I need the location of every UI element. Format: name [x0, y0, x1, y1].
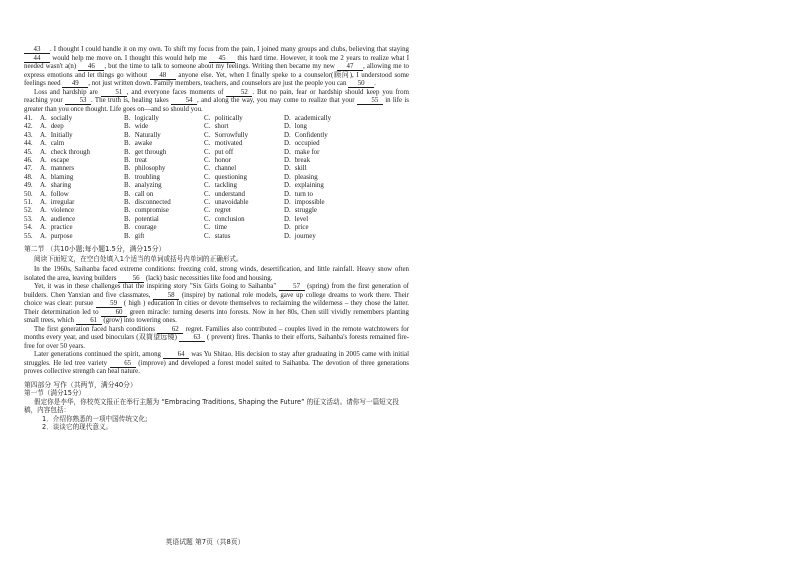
option-text: explaining [294, 182, 324, 190]
option-letter: A. [40, 224, 47, 232]
option-b [124, 207, 204, 215]
passage1-paragraph1 [24, 46, 409, 89]
option-letter: A. [40, 115, 47, 122]
question-number: 55. [24, 232, 33, 240]
blank-52: 52 [226, 89, 252, 97]
text: , allowing me to express emotions and let things go without [24, 63, 409, 79]
text: this hard time. However, it took me 2 years to realize what I needed wasn't a(n) [24, 54, 409, 70]
option-text: call on [134, 190, 154, 198]
text: regret. Families also contributed – couples lived in the remote watchtowers for months every year, and used binoculars (双筒望远镜) [24, 325, 409, 342]
section2-paragraph2 [24, 283, 409, 326]
option-text: escape [50, 157, 70, 165]
option-text: Naturally [134, 131, 161, 139]
option-text: short [214, 123, 229, 131]
option-a [24, 199, 124, 207]
option-text: tackling [214, 182, 237, 190]
option-text: long [294, 123, 307, 131]
text: ( prevent) fires. Thanks to their efforts, Saihanba's forests remained fire-free for over 50 years. [24, 334, 409, 350]
option-letter: D. [284, 131, 291, 139]
text: , and everyone faces moments of [126, 88, 224, 96]
text: The first generation faced harsh conditions [34, 325, 155, 333]
option-letter: D. [284, 232, 291, 240]
option-a [24, 224, 124, 232]
text: Yet, it was in these challenges that the inspiring story "Six Girls Going to Saihanba" [34, 283, 277, 291]
option-letter: A. [40, 165, 47, 173]
question-number: 42. [24, 123, 33, 131]
option-d [284, 182, 374, 190]
option-letter: C. [204, 232, 211, 240]
option-text: impossible [294, 199, 325, 207]
option-d [284, 123, 374, 131]
option-d [284, 140, 374, 148]
option-c [204, 165, 284, 173]
text: (inspire) by national role models, gave up college dreams to work there. Their choice was clear: pursue [24, 291, 409, 308]
option-letter: D. [284, 207, 291, 215]
option-text: understand [214, 190, 245, 198]
option-c [204, 182, 284, 190]
option-d [284, 132, 374, 140]
option-letter: C. [204, 207, 211, 215]
option-letter: A. [40, 190, 47, 198]
option-text: check through [50, 148, 90, 156]
option-text: time [214, 224, 227, 232]
option-a [24, 207, 124, 215]
text: . [374, 80, 376, 87]
option-b [124, 199, 204, 207]
option-text: regret [214, 207, 231, 215]
option-b [124, 216, 204, 224]
text: (spring) from the first generation of builders. Chen Yanxian and five classmates, [24, 283, 409, 299]
blank-43: 43 [24, 46, 50, 54]
question-number: 47. [24, 165, 33, 173]
question-number: 48. [24, 173, 33, 181]
text: , not just written down. Family members, teachers, and counselors are just the people you can [88, 80, 347, 87]
option-b [124, 191, 204, 199]
option-text: compromise [134, 207, 169, 215]
option-letter: D. [284, 190, 291, 198]
section2-paragraph4 [24, 351, 409, 377]
text: anyone else. Yet, when I finally speke to a counselor(顾问), I understood some feelings need [24, 71, 409, 87]
option-text: unavoidable [214, 199, 249, 207]
text: , and along the way, you may come to realize that your [197, 97, 355, 104]
option-text: politically [214, 115, 243, 122]
option-text: status [214, 232, 231, 240]
text: in life is greater than you once thought. Life goes on—and so should you. [24, 97, 409, 113]
option-letter: B. [124, 173, 131, 181]
blank-58: 58 [153, 292, 179, 300]
option-b [124, 123, 204, 131]
option-a [24, 115, 124, 123]
answer-options-grid [24, 115, 409, 241]
option-b [124, 132, 204, 140]
option-text: audience [50, 215, 76, 223]
option-text: potential [134, 215, 159, 223]
option-d [284, 207, 374, 215]
option-d [284, 174, 374, 182]
option-letter: D. [284, 140, 291, 148]
option-text: irregular [50, 199, 75, 207]
option-letter: D. [284, 224, 291, 232]
blank-48: 48 [150, 72, 176, 80]
option-letter: C. [204, 224, 211, 232]
option-a [24, 191, 124, 199]
option-letter: D. [284, 123, 291, 131]
option-letter: B. [124, 182, 131, 190]
option-letter: B. [124, 199, 131, 207]
option-letter: D. [284, 115, 291, 122]
question-number: 51. [24, 199, 33, 207]
blank-60: 60 [101, 309, 127, 317]
blank-62: 62 [157, 326, 183, 334]
option-letter: B. [124, 165, 131, 173]
part4-item-1: 1．介绍你熟悉的一项中国传统文化; [42, 414, 148, 423]
option-b [124, 165, 204, 173]
option-text: price [294, 224, 309, 232]
option-letter: B. [124, 232, 131, 240]
text: would help me move on. I thought this would help me [52, 54, 207, 62]
blank-61: 61 [76, 317, 102, 325]
text: green miracle: turning deserts into forests. Now in her 80s, Chen still vividly remembers planting small trees, which [24, 308, 410, 325]
option-text: treat [134, 157, 147, 165]
option-text: honor [214, 157, 231, 165]
text: (grow) into towering ones. [103, 317, 177, 325]
option-c [204, 174, 284, 182]
option-b [124, 149, 204, 157]
section2-paragraph1 [24, 266, 409, 283]
option-letter: A. [40, 215, 47, 223]
option-c [204, 115, 284, 123]
text: was Yu Shitao. His decision to stay after graduating in 2005 came with initial struggles. He led tree variety [24, 351, 409, 367]
part4-title: 第四部分 写作（共两节，满分40分） [24, 380, 137, 389]
option-text: struggle [294, 207, 317, 215]
option-c [204, 233, 284, 241]
blank-55: 55 [357, 97, 383, 105]
option-c [204, 149, 284, 157]
blank-44: 44 [24, 55, 50, 63]
option-letter: B. [124, 190, 131, 198]
option-letter: B. [124, 115, 131, 122]
option-text: occupied [294, 140, 320, 148]
option-c [204, 224, 284, 232]
question-number: 41. [24, 115, 33, 122]
option-text: awake [134, 140, 153, 148]
option-letter: B. [124, 131, 131, 139]
option-letter: C. [204, 199, 211, 207]
option-letter: C. [204, 215, 211, 223]
question-number: 49. [24, 182, 33, 190]
blank-50: 50 [348, 80, 374, 88]
text: . The truth is, healing takes [91, 97, 169, 104]
option-letter: B. [124, 123, 131, 131]
option-letter: D. [284, 182, 291, 190]
option-letter: C. [204, 157, 211, 165]
option-letter: B. [124, 215, 131, 223]
blank-59: 59 [96, 300, 122, 308]
option-text: academically [294, 115, 332, 122]
option-text: questioning [214, 173, 247, 181]
question-number: 53. [24, 215, 33, 223]
option-d [284, 224, 374, 232]
text: Loss and hardship are [34, 88, 98, 96]
blank-65: 65 [110, 360, 136, 368]
blank-63: 63 [179, 334, 205, 342]
option-a [24, 149, 124, 157]
option-a [24, 233, 124, 241]
option-c [204, 191, 284, 199]
part4-item-2: 2．谈谈它的现代意义。 [42, 423, 113, 432]
option-text: purpose [50, 232, 73, 240]
option-letter: B. [124, 207, 131, 215]
text: , but the time to talk to someone about my feelings. Writing then became my new [104, 63, 335, 70]
option-c [204, 132, 284, 140]
option-letter: C. [204, 165, 211, 173]
part4-subtitle: 第一节（满分15分） [24, 389, 86, 398]
option-letter: A. [40, 157, 47, 165]
option-text: skill [294, 165, 307, 173]
option-letter: D. [284, 173, 291, 181]
option-a [24, 157, 124, 165]
option-a [24, 165, 124, 173]
option-text: Sorrowfully [214, 131, 249, 139]
question-number: 43. [24, 131, 33, 139]
option-text: turn to [294, 190, 313, 198]
option-letter: B. [124, 140, 131, 148]
question-number: 50. [24, 190, 33, 198]
blank-53: 53 [65, 97, 91, 105]
part4-prompt: 假定你是李华，你校英文报正在举行主题为 “Embracing Traditions, Shaping the Future” 的征文活动。请你写一篇短文投稿，内容包括： [24, 397, 399, 415]
blank-56: 56 [118, 275, 144, 283]
blank-49: 49 [62, 80, 88, 88]
option-a [24, 140, 124, 148]
option-text: blaming [50, 173, 74, 181]
option-letter: C. [204, 173, 211, 181]
question-number: 46. [24, 157, 33, 165]
option-a [24, 216, 124, 224]
option-text: break [294, 157, 311, 165]
blank-57: 57 [279, 283, 305, 291]
question-number: 54. [24, 224, 33, 232]
option-d [284, 191, 374, 199]
option-letter: A. [40, 199, 47, 207]
text: Later generations continued the spirit, among [34, 351, 162, 359]
section2-title: 第二节 （共10小题;每小题1.5分，满分15分） [24, 245, 166, 254]
option-letter: D. [284, 165, 291, 173]
option-text: violence [50, 207, 75, 215]
text: . But no pain, fear or hardship should keep you from reaching your [24, 88, 409, 104]
option-text: get through [134, 148, 167, 156]
text: ( high ) education in cities or devote themselves to reclaiming the wilderness – they chose the latter. Their determination led to [24, 300, 409, 316]
option-a [24, 174, 124, 182]
option-letter: A. [40, 207, 47, 215]
option-text: make for [294, 148, 320, 156]
option-letter: C. [204, 123, 211, 131]
option-text: practice [50, 224, 73, 232]
option-text: follow [50, 190, 69, 198]
text: In the 1960s, Saihanba faced extreme conditions: freezing cold, strong winds, desertification, and little rainfall. Heavy snow often isolated the area, leaving builders [24, 266, 409, 282]
option-text: socially [50, 115, 73, 122]
option-text: troubling [134, 173, 160, 181]
option-a [24, 132, 124, 140]
option-letter: A. [40, 182, 47, 190]
option-b [124, 182, 204, 190]
blank-51: 51 [101, 89, 127, 97]
question-number: 44. [24, 140, 33, 148]
option-c [204, 207, 284, 215]
option-letter: B. [124, 148, 131, 156]
blank-64: 64 [163, 351, 189, 359]
option-letter: A. [40, 148, 47, 156]
option-d [284, 157, 374, 165]
option-text: logically [134, 115, 159, 122]
option-letter: D. [284, 148, 291, 156]
section2-instruction: 阅读下面短文，在空白处填入1个适当的单词或括号内单词的正确形式。 [34, 254, 243, 263]
option-b [124, 157, 204, 165]
option-letter: A. [40, 140, 47, 148]
option-text: Confidently [294, 131, 328, 139]
option-letter: C. [204, 140, 211, 148]
option-c [204, 123, 284, 131]
option-c [204, 216, 284, 224]
option-letter: A. [40, 131, 47, 139]
text: (lack) basic necessities like food and housing. [145, 274, 273, 282]
option-c [204, 157, 284, 165]
option-b [124, 233, 204, 241]
option-b [124, 115, 204, 123]
option-d [284, 233, 374, 241]
option-text: disconnected [134, 199, 171, 207]
blank-47: 47 [337, 63, 363, 71]
option-text: manners [50, 165, 75, 173]
option-letter: B. [124, 224, 131, 232]
option-c [204, 140, 284, 148]
passage1-paragraph2 [24, 89, 409, 115]
blank-46: 46 [78, 63, 104, 71]
option-d [284, 199, 374, 207]
option-letter: C. [204, 148, 211, 156]
option-text: conclusion [214, 215, 245, 223]
blank-45: 45 [209, 55, 235, 63]
option-b [124, 224, 204, 232]
text: . I thought I could handle it on my own. To shift my focus from the pain, I joined many groups and clubs, believing that staying [50, 46, 409, 53]
option-text: pleasing [294, 173, 318, 181]
option-letter: B. [124, 157, 131, 165]
section2-paragraph3 [24, 326, 409, 352]
option-d [284, 216, 374, 224]
option-letter: D. [284, 199, 291, 207]
option-text: sharing [50, 182, 72, 190]
option-d [284, 115, 374, 123]
option-letter: A. [40, 123, 47, 131]
option-text: calm [50, 140, 65, 148]
option-text: courage [134, 224, 157, 232]
option-text: journey [294, 232, 316, 240]
option-d [284, 149, 374, 157]
option-letter: C. [204, 115, 211, 122]
option-text: level [294, 215, 309, 223]
page-content [24, 46, 409, 432]
option-letter: C. [204, 131, 211, 139]
option-text: motivated [214, 140, 243, 148]
option-letter: C. [204, 190, 211, 198]
option-text: deep [50, 123, 64, 131]
option-letter: C. [204, 182, 211, 190]
blank-54: 54 [171, 97, 197, 105]
option-text: analyzing [134, 182, 162, 190]
text: (improve) and developed a forest model suited to Saihanba. The devotion of three generations proves collective strength can heal nature. [24, 359, 409, 376]
option-text: put off [214, 148, 234, 156]
option-text: philosophy [134, 165, 166, 173]
option-b [124, 140, 204, 148]
option-a [24, 123, 124, 131]
option-text: gift [134, 232, 145, 240]
option-letter: A. [40, 232, 47, 240]
page-footer: 英语试题 第7页（共8页） [165, 538, 245, 546]
question-number: 45. [24, 148, 33, 156]
option-letter: D. [284, 157, 291, 165]
option-letter: A. [40, 173, 47, 181]
option-d [284, 165, 374, 173]
option-text: channel [214, 165, 237, 173]
option-a [24, 182, 124, 190]
question-number: 52. [24, 207, 33, 215]
option-letter: D. [284, 215, 291, 223]
option-b [124, 174, 204, 182]
option-c [204, 199, 284, 207]
option-text: wide [134, 123, 149, 131]
option-text: Initially [50, 131, 73, 139]
